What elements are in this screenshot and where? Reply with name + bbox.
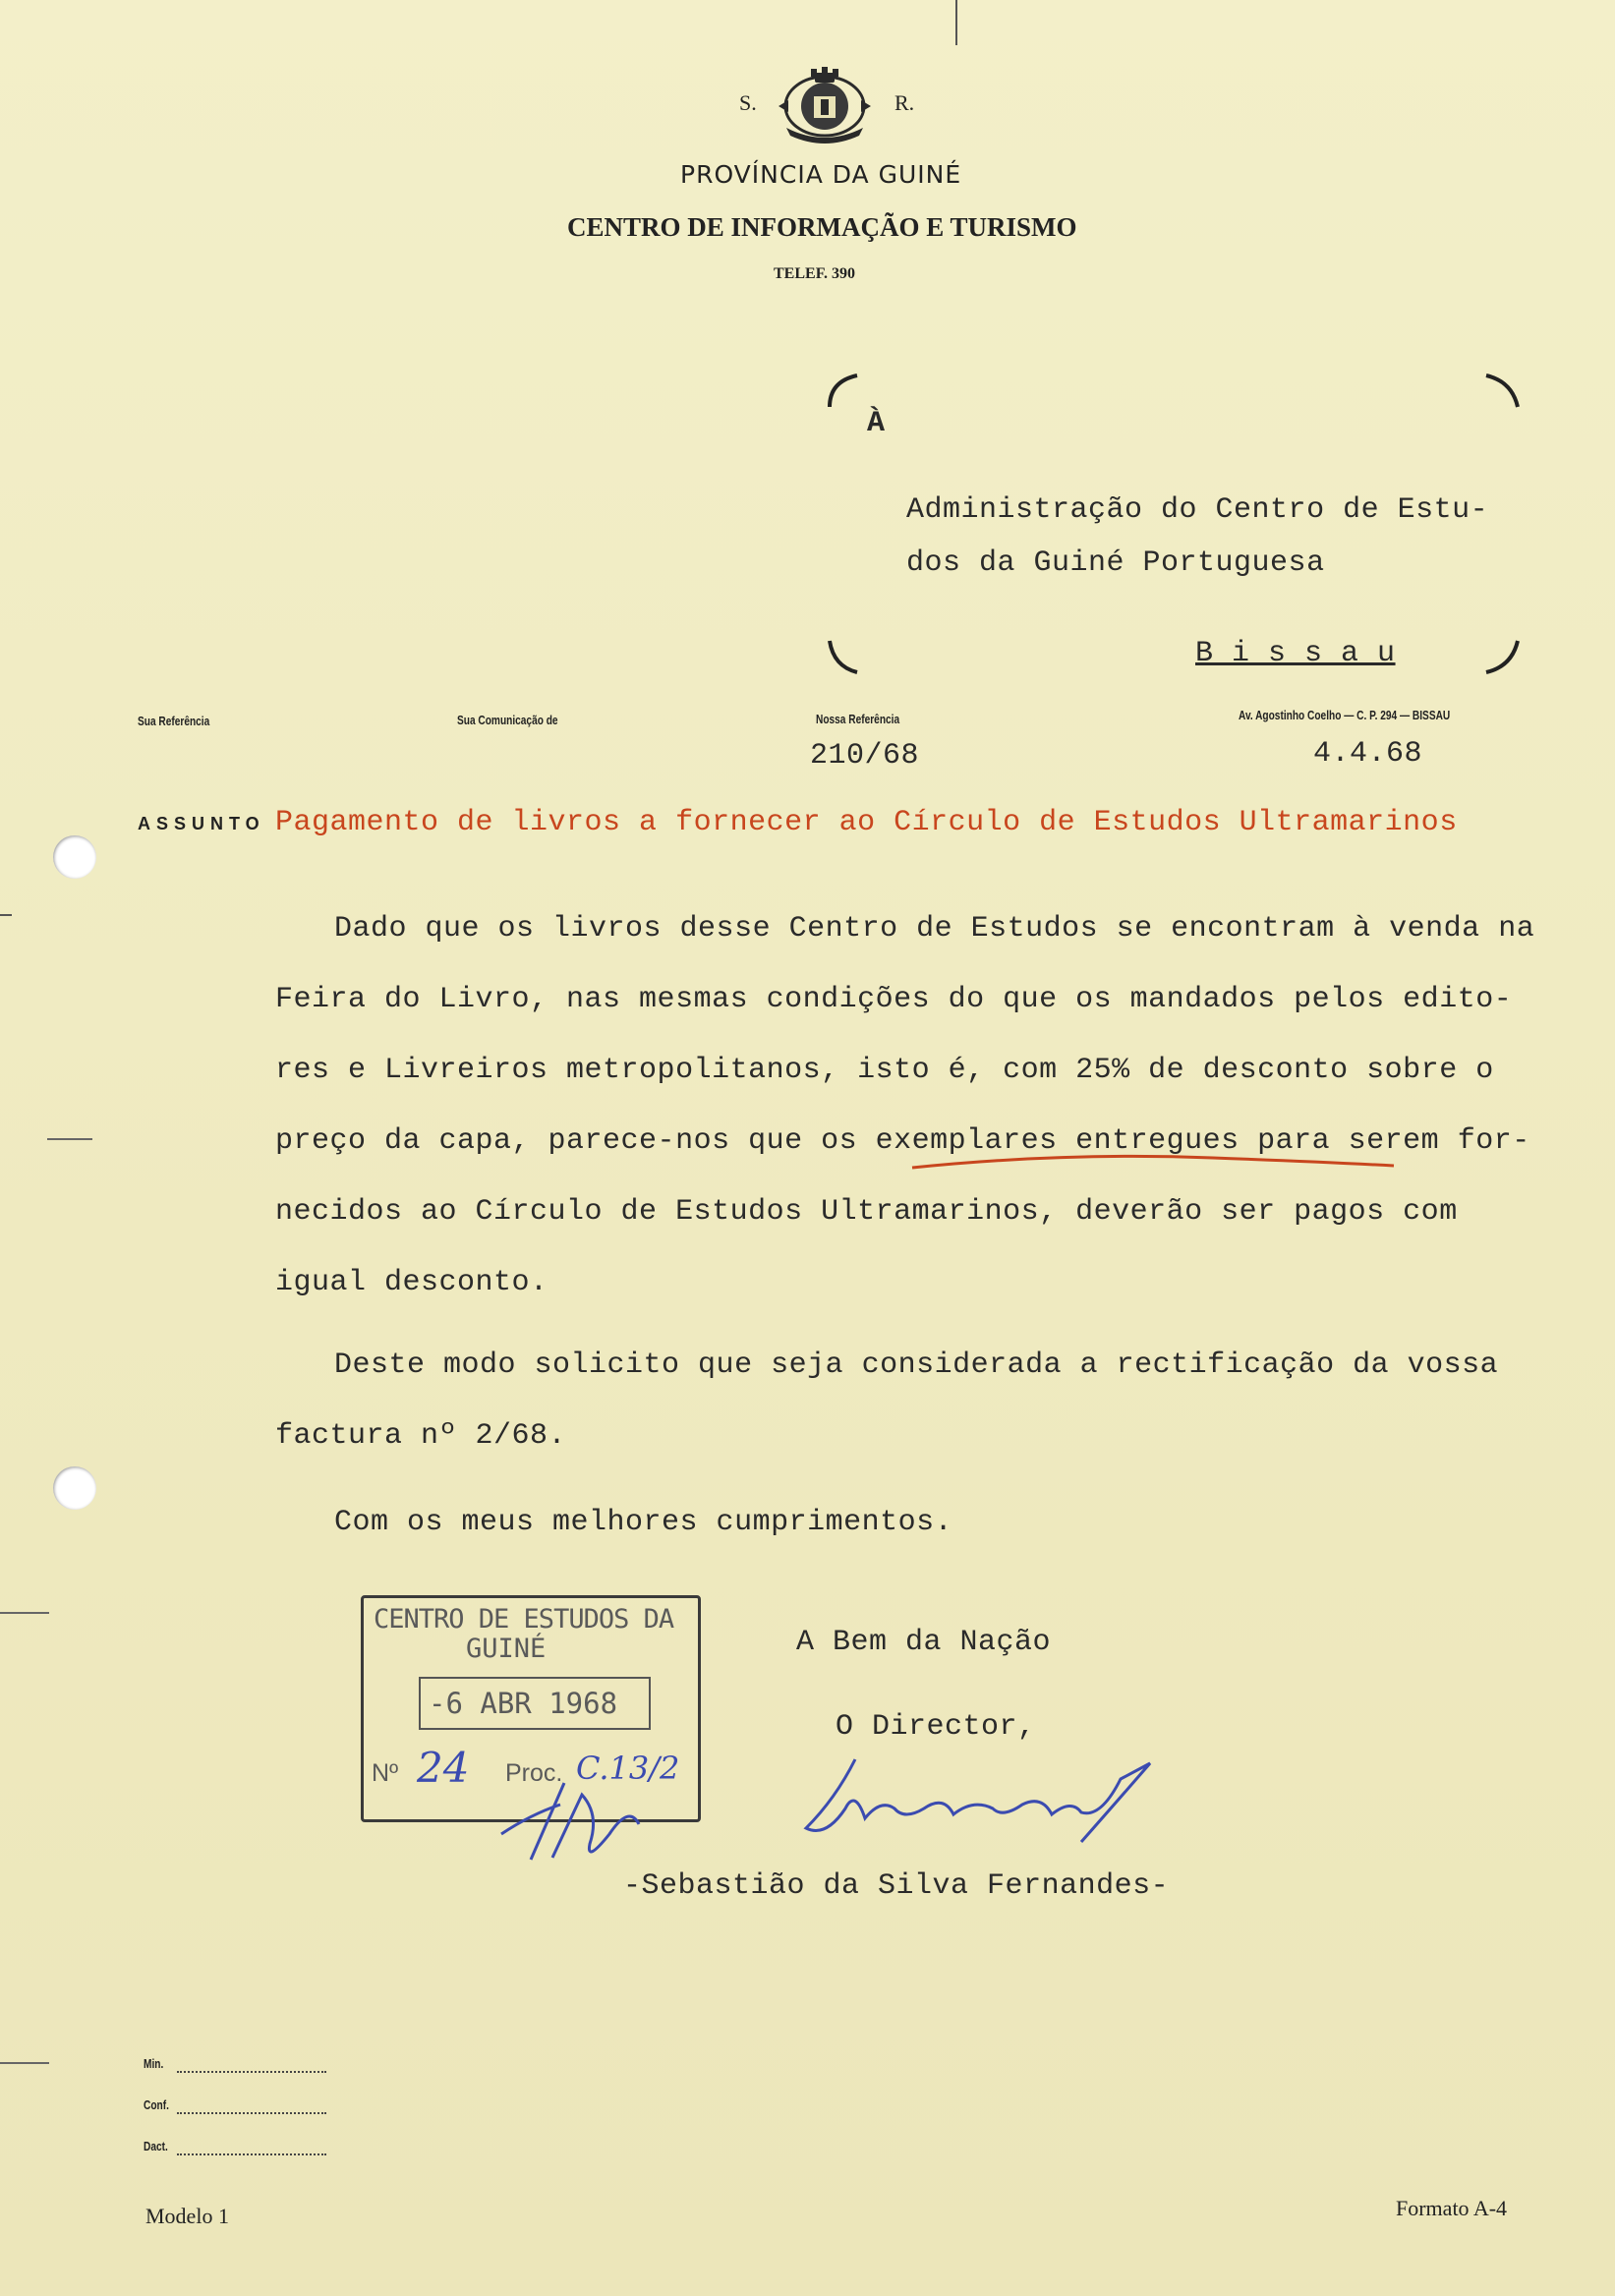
addressee-prefix: À bbox=[867, 407, 886, 440]
nossa-referencia-label: Nossa Referência bbox=[816, 712, 900, 726]
footer-dact-line bbox=[177, 2152, 326, 2155]
body-p1-line-4: preço da capa, parece-nos que os exemplares entregues para serem for- bbox=[275, 1124, 1530, 1158]
province-name: PROVÍNCIA DA GUINÉ bbox=[680, 160, 962, 189]
sua-comunicacao-label: Sua Comunicação de bbox=[457, 713, 558, 727]
model-label: Modelo 1 bbox=[145, 2204, 229, 2228]
stamp-region: GUINÉ bbox=[466, 1634, 547, 1664]
footer-conf-line bbox=[177, 2111, 326, 2114]
addressee-line-2: dos da Guiné Portuguesa bbox=[906, 546, 1325, 580]
stamp-process-label: Proc. bbox=[505, 1759, 563, 1787]
handwritten-signature bbox=[786, 1740, 1160, 1848]
body-p1-line-2: Feira do Livro, nas mesmas condições do que os mandados pelos edito- bbox=[275, 983, 1513, 1016]
fold-mark bbox=[0, 2062, 49, 2064]
stamp-number-value: 24 bbox=[417, 1744, 470, 1792]
footer-dact-label: Dact. bbox=[144, 2139, 168, 2153]
addressee-city: B i s s a u bbox=[1195, 637, 1396, 670]
stamp-date-box bbox=[419, 1677, 651, 1730]
stamp-number-label: Nº bbox=[372, 1759, 399, 1787]
subject-label: ASSUNTO bbox=[138, 814, 265, 833]
punch-hole-bottom bbox=[53, 1466, 96, 1510]
sender-address: Av. Agostinho Coelho — C. P. 294 — BISSAU bbox=[1239, 708, 1451, 722]
address-corner-bottom-right bbox=[1482, 637, 1522, 676]
punch-hole-top bbox=[53, 835, 96, 879]
letter-date: 4.4.68 bbox=[1313, 737, 1423, 771]
fold-mark bbox=[47, 1138, 92, 1140]
nossa-referencia-value: 210/68 bbox=[810, 739, 920, 773]
footer-min-line bbox=[177, 2070, 326, 2073]
body-p1-line-1: Dado que os livros desse Centro de Estudos se encontram à venda na bbox=[334, 912, 1535, 946]
institution-name: CENTRO DE INFORMAÇÃO E TURISMO bbox=[567, 212, 1077, 242]
stamp-institution: CENTRO DE ESTUDOS DA bbox=[374, 1604, 674, 1635]
signatory-title: O Director, bbox=[836, 1710, 1036, 1744]
addressee-line-1: Administração do Centro de Estu- bbox=[906, 493, 1489, 527]
address-corner-top-right bbox=[1482, 372, 1522, 411]
salutation: A Bem da Nação bbox=[796, 1626, 1052, 1659]
fold-mark bbox=[0, 914, 12, 916]
format-label: Formato A-4 bbox=[1396, 2196, 1508, 2220]
letterhead-r: R. bbox=[894, 90, 915, 115]
red-underline-mark bbox=[908, 1150, 1400, 1174]
fold-mark bbox=[955, 0, 957, 45]
stamp-process-value: C.13/2 bbox=[576, 1750, 680, 1787]
handwritten-initials bbox=[491, 1775, 649, 1873]
address-corner-top-left bbox=[824, 372, 863, 411]
subject-text: Pagamento de livros a fornecer ao Círculo de Estudos Ultramarinos bbox=[275, 806, 1458, 839]
body-p1-line-6: igual desconto. bbox=[275, 1266, 548, 1299]
signatory-name: -Sebastião da Silva Fernandes- bbox=[623, 1869, 1170, 1903]
body-p2-line-2: factura nº 2/68. bbox=[275, 1419, 567, 1453]
address-corner-bottom-left bbox=[824, 637, 863, 676]
footer-min-label: Min. bbox=[144, 2056, 164, 2071]
letterhead-s: S. bbox=[739, 90, 757, 115]
phone-number: TELEF. 390 bbox=[774, 265, 855, 282]
fold-mark bbox=[0, 1612, 49, 1614]
footer-conf-label: Conf. bbox=[144, 2097, 169, 2112]
coat-of-arms-icon bbox=[779, 67, 871, 144]
closing-line: Com os meus melhores cumprimentos. bbox=[334, 1506, 953, 1539]
sua-referencia-label: Sua Referência bbox=[138, 714, 210, 728]
body-p2-line-1: Deste modo solicito que seja considerada a rectificação da vossa bbox=[334, 1349, 1499, 1382]
stamp-date: -6 ABR 1968 bbox=[429, 1687, 618, 1720]
body-p1-line-3: res e Livreiros metropolitanos, isto é, com 25% de desconto sobre o bbox=[275, 1054, 1494, 1087]
body-p1-line-5: necidos ao Círculo de Estudos Ultramarinos, deverão ser pagos com bbox=[275, 1195, 1458, 1229]
